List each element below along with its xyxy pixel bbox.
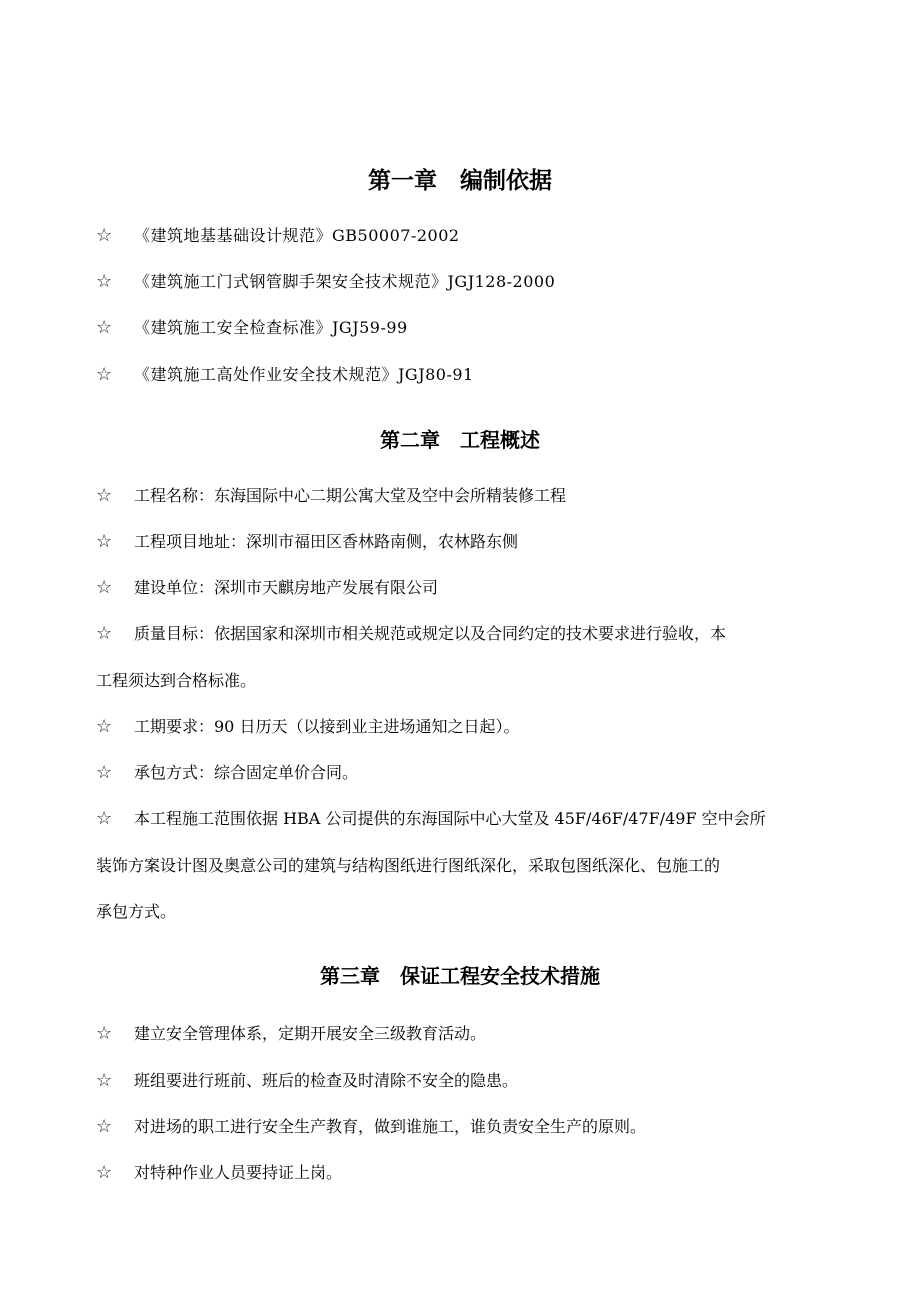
safety-item: [96, 1071, 518, 1091]
ref-item-text: 《建筑施工高处作业安全技术规范》JGJ80-91: [134, 365, 474, 384]
star-icon: ☆: [96, 1162, 113, 1183]
star-icon: ☆: [96, 225, 113, 246]
ref-item: [96, 318, 408, 338]
star-icon: ☆: [96, 716, 113, 737]
overview-item-continuation: 装饰方案设计图及奥意公司的建筑与结构图纸进行图纸深化，采取包图纸深化、包施工的: [96, 856, 721, 875]
safety-item-text: 对特种作业人员要持证上岗。: [134, 1163, 343, 1182]
overview-item-text: 本工程施工范围依据 HBA 公司提供的东海国际中心大堂及 45F/46F/47F/49F 空中会所: [134, 809, 766, 828]
overview-item-continuation: 承包方式。: [96, 902, 177, 921]
overview-item-continuation: 工程须达到合格标准。: [96, 671, 257, 690]
chapter2-title: 第二章 工程概述: [380, 428, 540, 452]
ref-item-text: 《建筑施工安全检查标准》JGJ59-99: [134, 318, 408, 337]
star-icon: ☆: [96, 1116, 113, 1137]
safety-item: [96, 1163, 342, 1183]
overview-item: [96, 532, 518, 552]
overview-item-text: 工程项目地址：深圳市福田区香林路南侧，农林路东侧: [134, 532, 519, 551]
star-icon: ☆: [96, 317, 113, 338]
star-icon: ☆: [96, 364, 113, 385]
star-icon: ☆: [96, 623, 113, 644]
overview-item: [96, 717, 519, 737]
overview-item: [96, 486, 566, 506]
overview-item-text: 工期要求：90 日历天（以接到业主进场通知之日起）。: [134, 717, 520, 736]
star-icon: ☆: [96, 762, 113, 783]
safety-item-text: 对进场的职工进行安全生产教育，做到谁施工，谁负责安全生产的原则。: [134, 1117, 647, 1136]
overview-item-text: 建设单位：深圳市天麒房地产发展有限公司: [134, 578, 439, 597]
overview-item: [96, 578, 438, 598]
chapter1-title: 第一章 编制依据: [368, 168, 552, 194]
safety-item: [96, 1117, 646, 1137]
ref-item-text: 《建筑施工门式钢管脚手架安全技术规范》JGJ128-2000: [134, 272, 556, 291]
overview-item: [96, 809, 766, 829]
star-icon: ☆: [96, 485, 113, 506]
ref-item: [96, 226, 460, 246]
star-icon: ☆: [96, 531, 113, 552]
overview-item: [96, 624, 726, 644]
star-icon: ☆: [96, 271, 113, 292]
ref-item-text: 《建筑地基基础设计规范》GB50007-2002: [134, 226, 460, 245]
chapter3-title: 第三章 保证工程安全技术措施: [320, 964, 600, 988]
star-icon: ☆: [96, 808, 113, 829]
star-icon: ☆: [96, 577, 113, 598]
star-icon: ☆: [96, 1023, 113, 1044]
safety-item-text: 班组要进行班前、班后的检查及时清除不安全的隐患。: [134, 1071, 519, 1090]
overview-item: [96, 763, 358, 783]
overview-item-text: 质量目标：依据国家和深圳市相关规范或规定以及合同约定的技术要求进行验收，本: [134, 624, 727, 643]
overview-item-text: 承包方式：综合固定单价合同。: [134, 763, 359, 782]
safety-item: [96, 1024, 486, 1044]
ref-item: [96, 365, 474, 385]
star-icon: ☆: [96, 1070, 113, 1091]
safety-item-text: 建立安全管理体系，定期开展安全三级教育活动。: [134, 1024, 487, 1043]
ref-item: [96, 272, 555, 292]
overview-item-text: 工程名称：东海国际中心二期公寓大堂及空中会所精装修工程: [134, 486, 567, 505]
